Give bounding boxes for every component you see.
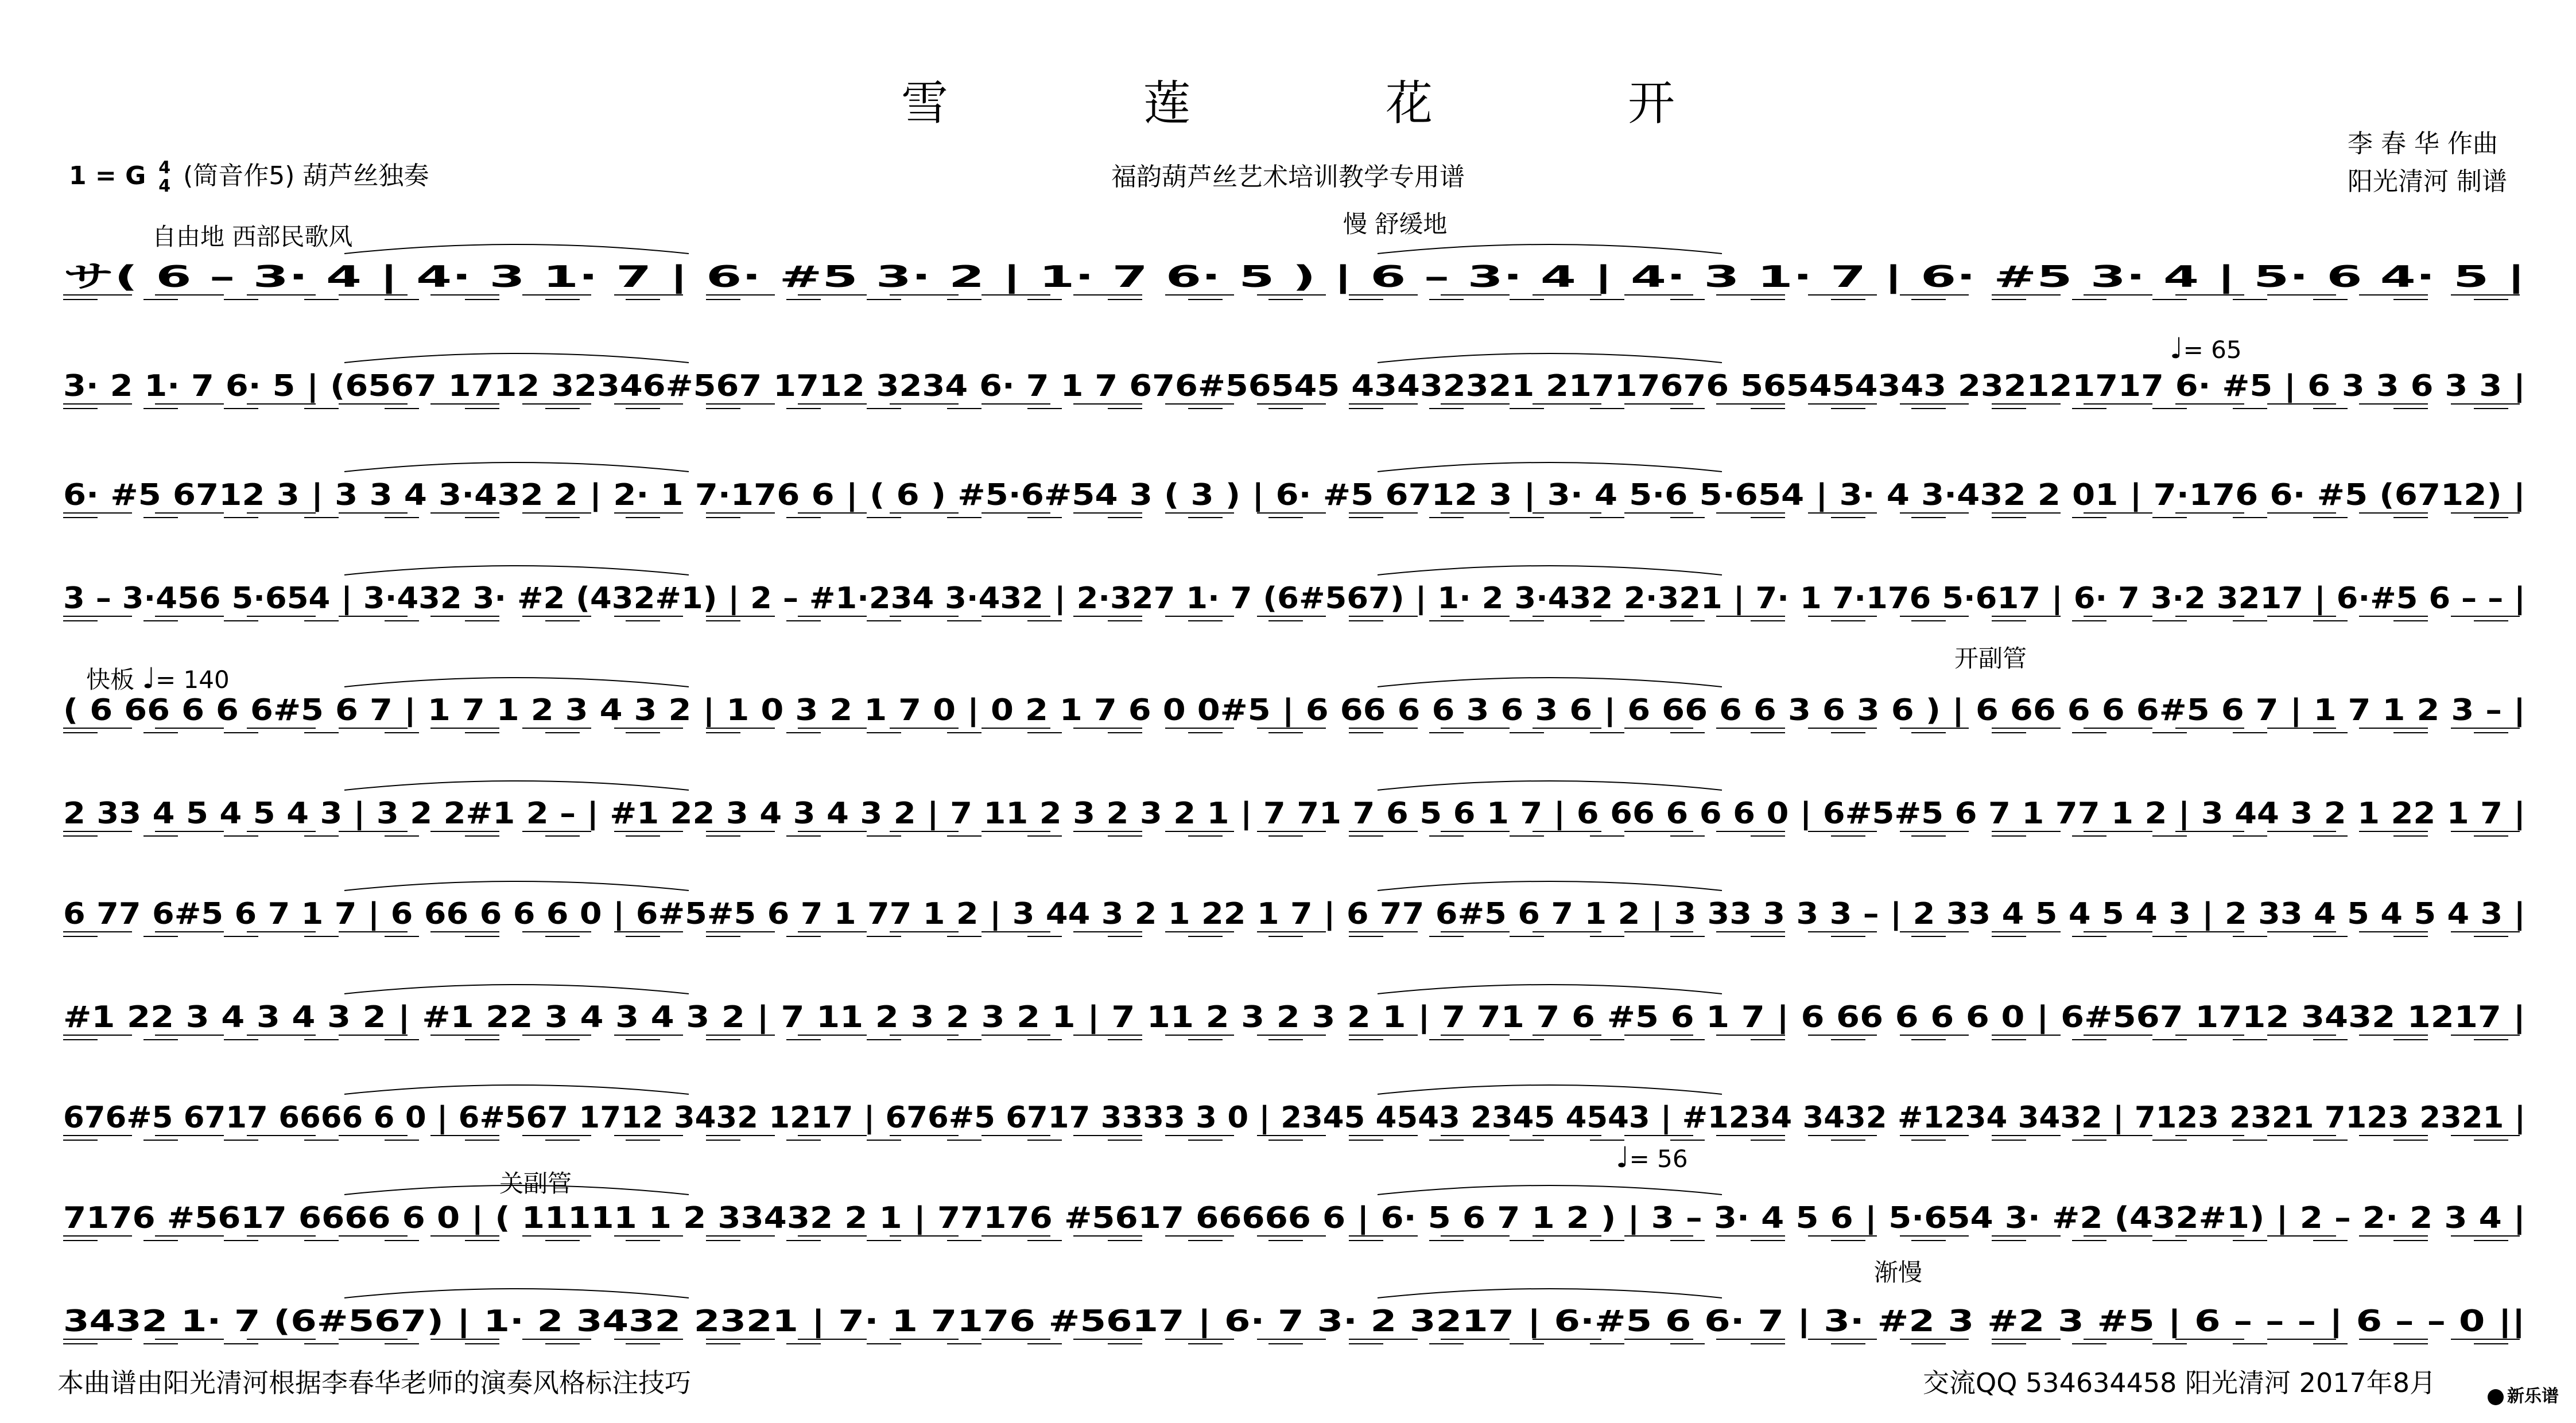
score-line-4: 3 – 3·456 5·654 | 3·432 3· #2 (432#1) | 2 – #1·234 3·432 | 2·327 1· 7 (6#567) | 1· 2 3·432 2·321 | 7· 1 7·176 5·617 | 6· 7 3·2 3217 | 6·#5 6 – – | bbox=[63, 581, 2525, 616]
slur-mark bbox=[344, 353, 1722, 363]
footer-contact: 交流QQ 534634458 阳光清河 2017年8月 bbox=[1923, 1367, 2437, 1398]
site-logo bbox=[2488, 1382, 2559, 1407]
score-line-8: #1 22 3 4 3 4 3 2 | #1 22 3 4 3 4 3 2 | 7 11 2 3 2 3 2 1 | 7 11 2 3 2 3 2 1 | 7 71 7 6 #5 6 1 7 | 6 66 6 6 6 0 | 6#567 1712 3432 1217 | bbox=[63, 1000, 2525, 1035]
time-bottom: 4 bbox=[158, 176, 171, 196]
footer-note: 本曲谱由阳光清河根据李春华老师的演奏风格标注技巧 bbox=[57, 1367, 691, 1398]
score-line-5: ( 6 66 6 6 6#5 6 7 | 1 7 1 2 3 4 3 2 | 1 0 3 2 1 7 0 | 0 2 1 7 6 0 0#5 | 6 66 6 6 3 6 3 6 | 6 66 6 6 3 6 3 6 ) | 6 66 6 6 6#5 6 7 | 1 7 1 2 3 – | bbox=[63, 693, 2525, 728]
key-suffix: (筒音作5) 葫芦丝独奏 bbox=[183, 161, 429, 190]
tempo-value-65: = 65 bbox=[2183, 336, 2242, 364]
logo-icon bbox=[2488, 1389, 2504, 1405]
slow-marking: 慢 舒缓地 bbox=[1343, 210, 1448, 238]
slur-mark bbox=[344, 1289, 1722, 1298]
title-char-3: 花 bbox=[1386, 76, 1433, 131]
title-char-4: 开 bbox=[1628, 76, 1675, 131]
tempo-value-56: = 56 bbox=[1629, 1145, 1688, 1173]
slur-mark bbox=[344, 678, 1722, 687]
fast-label: 快板 bbox=[86, 666, 135, 694]
score-line-3: 6· #5 6712 3 | 3 3 4 3·432 2 | 2· 1 7·176 6 | ( 6 ) #5·6#54 3 ( 3 ) | 6· #5 6712 3 | 3· 4 5·6 5·654 | 3· 4 3·432 2 01 | 7·176 6· #5 (6712) | bbox=[63, 478, 2525, 512]
arranger: 阳光清河 制谱 bbox=[2348, 167, 2507, 196]
score-rows bbox=[63, 244, 2525, 1344]
slur-mark bbox=[344, 781, 1722, 790]
score-line-9: 676#5 6717 6666 6 0 | 6#567 1712 3432 1217 | 676#5 6717 3333 3 0 | 2345 4543 2345 4543 | #1234 3432 #1234 3432 | 7123 2321 7123 2321 | bbox=[63, 1101, 2525, 1135]
quarter-note-icon: ♩ bbox=[142, 662, 156, 695]
score-line-7: 6 77 6#5 6 7 1 7 | 6 66 6 6 6 0 | 6#5#5 6 7 1 77 1 2 | 3 44 3 2 1 22 1 7 | 6 77 6#5 6 7 1 2 | 3 33 3 3 3 – | 2 33 4 5 4 5 4 3 | 2 33 4 5 4 5 4 3 | bbox=[63, 897, 2525, 931]
close-sub-pipe-marking: 关副管 bbox=[499, 1169, 572, 1198]
slur-mark bbox=[344, 244, 1722, 254]
score-line-2: 3· 2 1· 7 6· 5 | (6567 1712 32346#567 1712 3234 6· 7 1 7 676#56545 43432321 21717676 565454343 232121717 6· #5 | 6 3 3 6 3 3 | bbox=[63, 369, 2525, 403]
slur-mark bbox=[344, 985, 1722, 994]
intro-marking: 自由地 西部民歌风 bbox=[152, 223, 353, 251]
slur-mark bbox=[344, 1185, 1722, 1195]
quarter-note-icon: ♩ bbox=[1616, 1141, 1630, 1174]
logo-text: 新乐谱 bbox=[2507, 1386, 2559, 1406]
ritardando-marking: 渐慢 bbox=[1874, 1258, 1923, 1286]
slur-mark bbox=[344, 566, 1722, 575]
time-top: 4 bbox=[158, 158, 171, 178]
slur-mark bbox=[344, 1085, 1722, 1094]
score-line-11: 3432 1· 7 (6#567) | 1· 2 3432 2321 | 7· 1 7176 #5617 | 6· 7 3· 2 3217 | 6·#5 6 6· 7 | 3· #2 3 #2 3 #5 | 6 – – – | 6 – – 0 || bbox=[63, 1304, 2525, 1339]
score-line-6: 2 33 4 5 4 5 4 3 | 3 2 2#1 2 – | #1 22 3 4 3 4 3 2 | 7 11 2 3 2 3 2 1 | 7 71 7 6 5 6 1 7 | 6 66 6 6 6 0 | 6#5#5 6 7 1 77 1 2 | 3 44 3 2 1 22 1 7 | bbox=[63, 796, 2525, 831]
subtitle: 福韵葫芦丝艺术培训教学专用谱 bbox=[1111, 162, 1465, 192]
slur-mark bbox=[344, 881, 1722, 891]
key-prefix: 1 = G bbox=[69, 161, 146, 190]
score-line-1: サ( 6 – 3· 4 | 4· 3 1· 7 | 6· #5 3· 2 | 1· 7 6· 5 ) | 6 – 3· 4 | 4· 3 1· 7 | 6· #5 3· 4 | 5· 6 4· 5 | bbox=[63, 260, 2525, 294]
open-sub-pipe-marking: 开副管 bbox=[1954, 644, 2027, 672]
slur-mark bbox=[344, 462, 1722, 472]
title-char-2: 莲 bbox=[1143, 76, 1190, 131]
composer: 李 春 华 作曲 bbox=[2348, 129, 2498, 158]
quarter-note-icon: ♩ bbox=[2170, 332, 2183, 365]
tempo-value-140: = 140 bbox=[155, 666, 230, 694]
score-line-10: 7176 #5617 6666 6 0 | ( 11111 1 2 33432 2 1 | 77176 #5617 66666 6 | 6· 5 6 7 1 2 ) | 3 – 3· 4 5 6 | 5·654 3· #2 (432#1) | 2 – 2· 2 3 4 | bbox=[63, 1201, 2525, 1235]
title-char-1: 雪 bbox=[901, 76, 948, 131]
